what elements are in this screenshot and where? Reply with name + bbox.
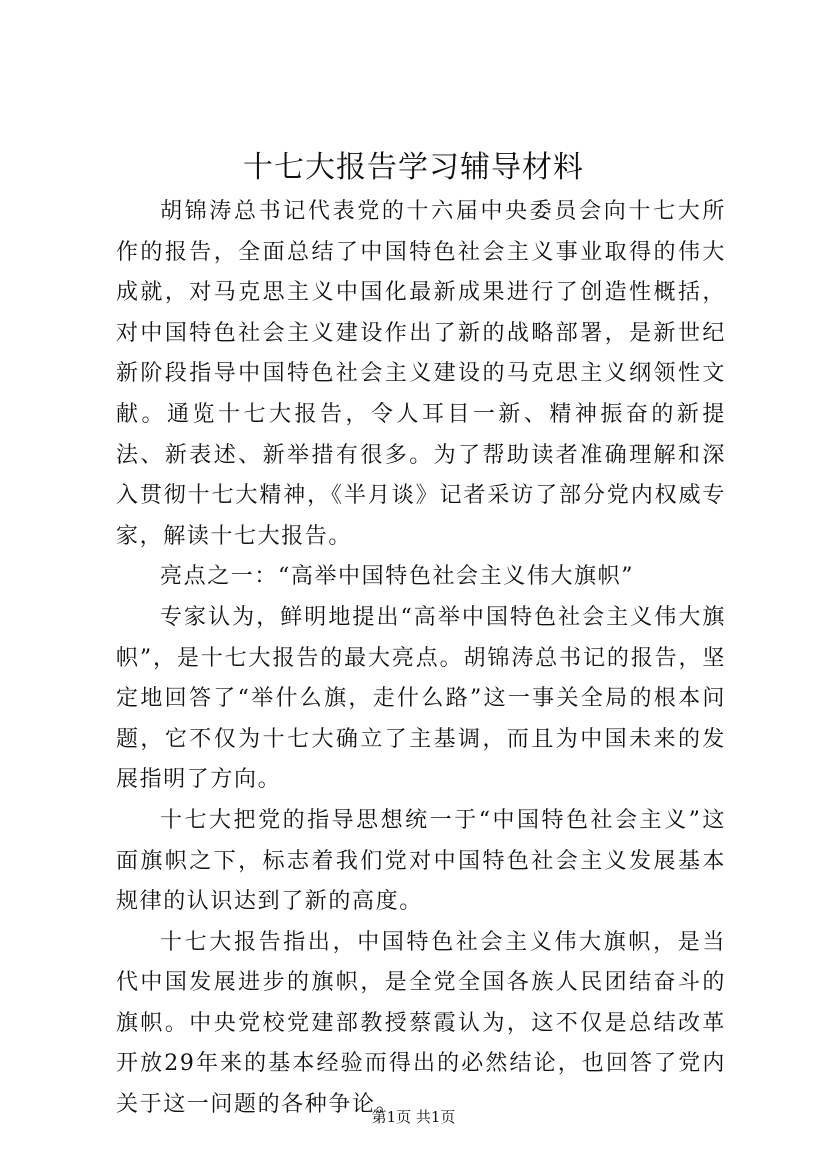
paragraph-expert-view: 专家认为，鲜明地提出“高举中国特色社会主义伟大旗帜”，是十七大报告的最大亮点。胡锦涛总书记的报告，坚定地回答了“举什么旗，走什么路”这一事关全局的根本问题，它不仅为十七大确立了主基调，而且为中国未来的发展指明了方向。 bbox=[116, 604, 726, 793]
page-title: 十七大报告学习辅导材料 bbox=[243, 150, 584, 185]
document-body bbox=[116, 192, 726, 1126]
paragraph-report-flag: 十七大报告指出，中国特色社会主义伟大旗帜，是当代中国发展进步的旗帜，是全党全国各族人民团结奋斗的旗帜。中央党校党建部教授蔡霞认为，这不仅是总结改革开放29年来的基本经验而得出的必然结论，也回答了党内关于这一问题的各种争论。 bbox=[116, 929, 726, 1118]
section-heading: 亮点之一：“高举中国特色社会主义伟大旗帜” bbox=[160, 564, 635, 590]
paragraph-guiding-thought: 十七大把党的指导思想统一于“中国特色社会主义”这面旗帜之下，标志着我们党对中国特色社会主义发展基本规律的认识达到了新的高度。 bbox=[116, 807, 726, 915]
paragraph-intro: 胡锦涛总书记代表党的十六届中央委员会向十七大所作的报告，全面总结了中国特色社会主义事业取得的伟大成就，对马克思主义中国化最新成果进行了创造性概括，对中国特色社会主义建设作出了新的战略部署，是新世纪新阶段指导中国特色社会主义建设的马克思主义纲领性文献。通览十七大报告，令人耳目一新、精神振奋的新提法、新表述、新举措有很多。为了帮助读者准确理解和深入贯彻十七大精神，《半月谈》记者采访了部分党内权威专家，解读十七大报告。 bbox=[116, 199, 726, 549]
page-number-footer: 第1页 共1页 bbox=[371, 1108, 456, 1126]
